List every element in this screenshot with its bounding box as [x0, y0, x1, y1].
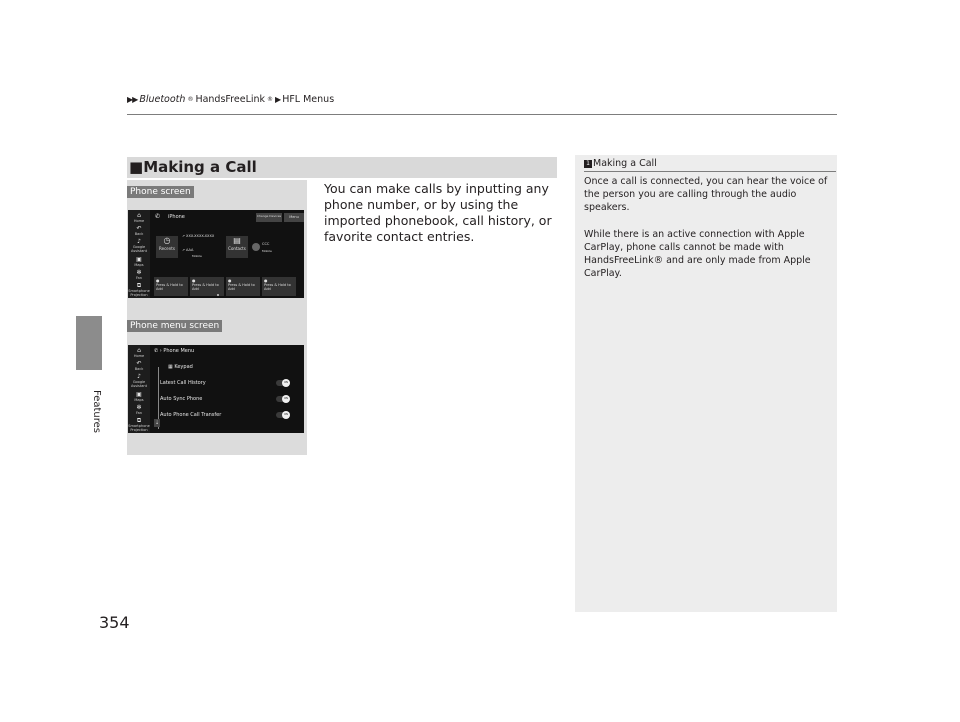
clock-icon: ◷: [163, 236, 171, 245]
back-icon: ↶: [136, 360, 142, 367]
toggle-switch: [276, 396, 290, 402]
nav-maps: ▣ Maps: [128, 256, 150, 267]
toggle-switch: [276, 412, 290, 418]
contact-avatar: [252, 243, 260, 251]
contacts-tile: ▤ Contacts: [226, 236, 248, 258]
phone-screen-image: [128, 210, 304, 298]
favorite-slot: ● Press & Hold to Add: [226, 277, 260, 296]
note-paragraph: Once a call is connected, you can hear the voice of the person you are calling through the audio speakers.: [584, 176, 828, 213]
toggle-knob: ON: [282, 411, 290, 419]
breadcrumb-bluetooth: Bluetooth: [139, 94, 186, 105]
phone-menu-title: Phone Menu: [163, 348, 195, 354]
favorite-slot: ● Press & Hold to Add: [154, 277, 188, 296]
nav-back: ↶ Back: [128, 225, 150, 236]
map-icon: ▣: [136, 256, 142, 263]
mic-icon: ♪: [137, 373, 141, 380]
phone-menu-header: ✆ › Phone Menu: [154, 348, 195, 354]
nav-back: ↶ Back: [128, 360, 150, 371]
side-tab-marker: [76, 316, 102, 370]
favorite-slot: ● Press & Hold to Add: [190, 277, 224, 296]
nav-projection: ⧉ Smartphone Projection: [128, 417, 150, 432]
favorite-slot: ● Press & Hold to Add: [262, 277, 296, 296]
breadcrumb-arrow-icon: ▶: [275, 95, 281, 104]
change-devices-button: Change Devices: [256, 213, 282, 222]
note-heading: [584, 158, 657, 169]
call-history-number: ↗ XXX-XXXX-XXXX: [182, 234, 215, 238]
side-tab-label-wrap: [92, 390, 104, 450]
section-heading: [127, 157, 557, 178]
favorite-contact-type: Mobile: [262, 249, 272, 253]
favorite-icon: ●: [228, 278, 232, 283]
fan-icon: ✻: [136, 404, 142, 411]
section-title: [129, 157, 257, 178]
mic-icon: ♪: [137, 238, 141, 245]
nav-assistant: ♪ Google Assistant: [128, 373, 150, 388]
nav-maps: ▣ Maps: [128, 391, 150, 402]
menu-row-auto-transfer: Auto Phone Call Transfer ON: [158, 408, 294, 422]
nav-bar: [128, 210, 150, 298]
fan-icon: ✻: [136, 269, 142, 276]
favorite-contact-name: CCC: [262, 242, 270, 246]
phone-screen-caption: Phone screen: [127, 186, 194, 198]
home-icon: ⌂: [137, 347, 141, 354]
favorite-icon: ●: [264, 278, 268, 283]
nav-home: ⌂ Home: [128, 347, 150, 358]
phone-menu-image: [128, 345, 304, 433]
back-icon: ↶: [136, 225, 142, 232]
projection-icon: ⧉: [136, 282, 142, 289]
note-paragraph: While there is an active connection with Apple CarPlay, phone calls cannot be made with HandsFreeLink® and are only made from Apple CarPlay.: [584, 229, 811, 279]
menu-row-keypad: [166, 360, 302, 374]
map-icon: ▣: [136, 391, 142, 398]
phone-header: [152, 212, 304, 223]
nav-bar: [128, 345, 150, 433]
favorite-icon: ●: [192, 278, 196, 283]
registered-mark: ®: [187, 96, 194, 103]
note-rule: [584, 171, 836, 172]
keypad-label: ▦ Keypad: [168, 364, 193, 370]
call-history-name: ↗ AAA: [182, 248, 194, 252]
toggle-knob: ON: [282, 379, 290, 387]
menu-row-auto-sync: Auto Sync Phone ON: [158, 392, 294, 406]
header-rule: [127, 114, 837, 115]
section-marker-icon: ■: [129, 158, 144, 176]
nav-home: ⌂ Home: [128, 212, 150, 223]
breadcrumb-arrow-icon: ▶▶: [127, 95, 138, 104]
breadcrumb-handsfreelink: HandsFreeLink: [195, 94, 266, 105]
breadcrumb: [127, 94, 334, 105]
phone-menu-caption: Phone menu screen: [127, 320, 222, 332]
side-tab-label: Features: [91, 390, 102, 433]
side-note: [575, 155, 837, 612]
keypad-icon: ▦: [168, 364, 173, 370]
call-history-type: Mobile: [192, 254, 202, 258]
nav-projection: ⧉ Smartphone Projection: [128, 282, 150, 297]
projection-icon: ⧉: [136, 417, 142, 424]
menu-button: Menu: [284, 213, 304, 222]
menu-row-latest-call-history: Latest Call History ON: [158, 376, 294, 390]
body-paragraph: You can make calls by inputting any phone number, or by using the imported phonebook, call history, or favorite contact entries.: [324, 181, 552, 244]
registered-mark: ®: [267, 96, 274, 103]
recents-tile: ◷ Recents: [156, 236, 178, 258]
breadcrumb-hfl-menus: HFL Menus: [282, 94, 335, 105]
favorite-icon: ●: [156, 278, 160, 283]
note-title: Making a Call: [593, 158, 657, 169]
page-indicator-dot: [217, 294, 219, 296]
scroll-down-icon: ⇣: [154, 420, 160, 426]
page-number: 354: [99, 613, 130, 632]
contacts-icon: ▤: [233, 236, 241, 245]
section-title-text: Making a Call: [143, 158, 257, 176]
toggle-switch: [276, 380, 290, 386]
toggle-knob: ON: [282, 395, 290, 403]
device-title: iPhone: [168, 214, 185, 220]
nav-fan: ✻ Fan: [128, 404, 150, 415]
nav-assistant: ♪ Google Assistant: [128, 238, 150, 253]
note-number-icon: 1: [584, 160, 592, 168]
home-icon: ⌂: [137, 212, 141, 219]
phone-icon: ✆: [155, 213, 161, 220]
nav-fan: ✻ Fan: [128, 269, 150, 280]
